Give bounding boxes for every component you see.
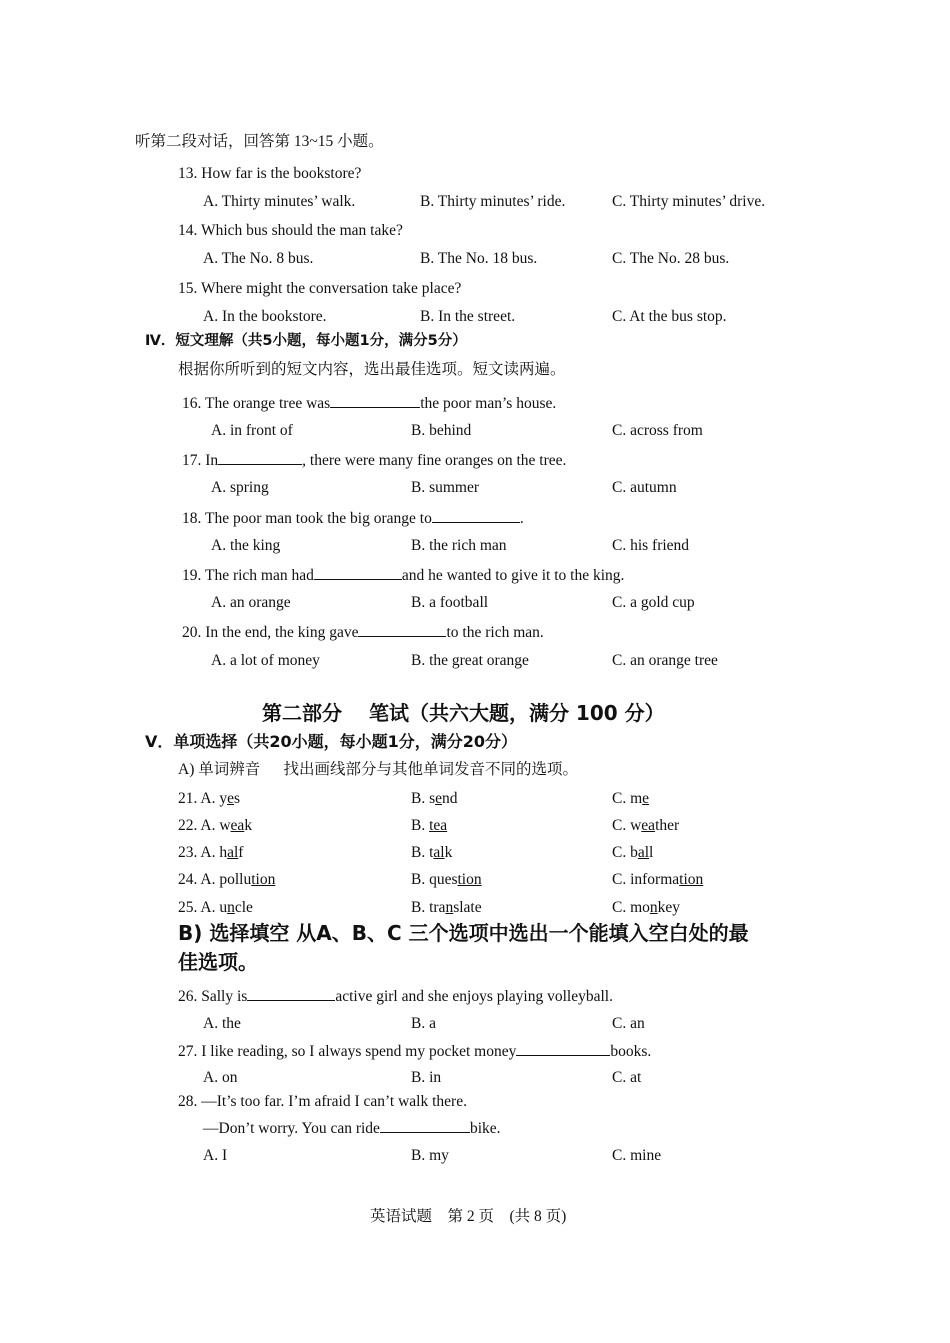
question-15-option-a[interactable]: A. In the bookstore. bbox=[203, 308, 327, 325]
question-27-stem: 27. I like reading, so I always spend my pocket money books. bbox=[178, 1043, 652, 1060]
question-28-option-a[interactable]: A. I bbox=[203, 1147, 228, 1164]
question-13-stem: 13. How far is the bookstore? bbox=[178, 165, 362, 182]
underlined-sound: e bbox=[435, 790, 443, 807]
question-20-option-b[interactable]: B. the great orange bbox=[411, 652, 529, 669]
question-16-option-a[interactable]: A. in front of bbox=[211, 422, 293, 439]
question-18-stem: 18. The poor man took the big orange to . bbox=[182, 510, 524, 527]
question-27-option-a[interactable]: A. on bbox=[203, 1069, 238, 1086]
option-prefix: C. b bbox=[612, 844, 638, 861]
option-suffix: f bbox=[238, 844, 244, 861]
option-prefix: B. tra bbox=[411, 899, 446, 916]
question-17-stem: 17. In , there were many fine oranges on the tree. bbox=[182, 452, 567, 469]
phonics-24-option-b[interactable] bbox=[411, 870, 482, 890]
section-4-instruction: 根据你所听到的短文内容，选出最佳选项。短文读两遍。 bbox=[178, 361, 566, 378]
option-prefix: B. bbox=[411, 817, 430, 834]
question-19-option-c[interactable]: C. a gold cup bbox=[612, 594, 695, 611]
question-17-option-b[interactable]: B. summer bbox=[411, 479, 480, 496]
phonics-22-option-c[interactable] bbox=[612, 816, 679, 836]
option-prefix: C. w bbox=[612, 817, 642, 834]
question-19-option-b[interactable]: B. a football bbox=[411, 594, 489, 611]
underlined-sound: ea bbox=[230, 817, 245, 834]
option-suffix: nd bbox=[442, 790, 458, 807]
question-18-option-c[interactable]: C. his friend bbox=[612, 537, 690, 554]
option-prefix: B. ques bbox=[411, 871, 458, 888]
option-prefix: 21. A. y bbox=[178, 790, 228, 807]
question-16-option-c[interactable]: C. across from bbox=[612, 422, 703, 439]
question-17-option-a[interactable]: A. spring bbox=[211, 479, 269, 496]
option-suffix: key bbox=[657, 899, 681, 916]
page-footer: 英语试题 第 2 页 (共 8 页) bbox=[370, 1208, 567, 1225]
question-28-option-b[interactable]: B. my bbox=[411, 1147, 449, 1164]
question-28-line1: 28. —It’s too far. I’m afraid I can’t walk there. bbox=[178, 1093, 467, 1110]
underlined-sound: al bbox=[637, 844, 650, 861]
question-17-option-c[interactable]: C. autumn bbox=[612, 479, 677, 496]
question-15-option-c[interactable]: C. At the bus stop. bbox=[612, 308, 727, 325]
underlined-sound: al bbox=[433, 844, 445, 861]
phonics-24-option-c[interactable] bbox=[612, 870, 703, 890]
section-intro: 听第二段对话，回答第 13~15 小题。 bbox=[135, 133, 384, 150]
question-15-stem: 15. Where might the conversation take place? bbox=[178, 280, 462, 297]
phonics-25-option-c[interactable] bbox=[612, 898, 680, 918]
underlined-sound: n bbox=[649, 899, 658, 916]
underlined-sound: e bbox=[642, 790, 650, 807]
question-26-stem: 26. Sally is active girl and she enjoys playing volleyball. bbox=[178, 988, 613, 1005]
underlined-sound: tion bbox=[679, 871, 704, 888]
phonics-22-option-a[interactable] bbox=[178, 816, 252, 836]
question-20-option-a[interactable]: A. a lot of money bbox=[211, 652, 320, 669]
option-prefix: 22. A. w bbox=[178, 817, 231, 834]
underlined-sound: e bbox=[227, 790, 234, 807]
option-prefix: C. mo bbox=[612, 899, 650, 916]
option-suffix: s bbox=[233, 790, 241, 807]
phonics-21-option-c[interactable] bbox=[612, 789, 649, 809]
option-prefix: B. s bbox=[411, 790, 436, 807]
question-27-option-b[interactable]: B. in bbox=[411, 1069, 442, 1086]
question-14-option-a[interactable]: A. The No. 8 bus. bbox=[203, 250, 314, 267]
question-15-option-b[interactable]: B. In the street. bbox=[420, 308, 516, 325]
underlined-sound: n bbox=[445, 899, 454, 916]
question-13-option-b[interactable]: B. Thirty minutes’ ride. bbox=[420, 193, 566, 210]
section-5-heading: Ⅴ．单项选择（共20小题，每小题1分，满分20分） bbox=[145, 732, 518, 751]
question-28-line2: —Don’t worry. You can ride bike. bbox=[203, 1120, 501, 1137]
option-suffix: slate bbox=[453, 899, 482, 916]
question-27-option-c[interactable]: C. at bbox=[612, 1069, 642, 1086]
question-16-option-b[interactable]: B. behind bbox=[411, 422, 472, 439]
question-18-option-a[interactable]: A. the king bbox=[211, 537, 281, 554]
section-4-heading: Ⅳ．短文理解（共5小题，每小题1分，满分5分） bbox=[145, 333, 467, 349]
option-prefix: C. informa bbox=[612, 871, 680, 888]
option-prefix: 24. A. pollu bbox=[178, 871, 252, 888]
underlined-sound: n bbox=[227, 899, 235, 916]
option-suffix: cle bbox=[234, 899, 253, 916]
phonics-25-option-a[interactable] bbox=[178, 898, 253, 918]
part-2-title: 第二部分 笔试（共六大题，满分 100 分） bbox=[262, 701, 665, 725]
question-26-option-b[interactable]: B. a bbox=[411, 1015, 436, 1032]
phonics-23-option-a[interactable] bbox=[178, 843, 243, 863]
option-suffix: ther bbox=[655, 817, 680, 834]
phonics-21-option-a[interactable] bbox=[178, 789, 240, 809]
underlined-sound: tea bbox=[429, 817, 448, 834]
underlined-sound: tion bbox=[457, 871, 482, 888]
question-16-stem: 16. The orange tree was the poor man’s house. bbox=[182, 395, 557, 412]
phonics-25-option-b[interactable] bbox=[411, 898, 482, 918]
underlined-sound: ea bbox=[641, 817, 656, 834]
phonics-24-option-a[interactable] bbox=[178, 870, 275, 890]
option-suffix: k bbox=[244, 817, 253, 834]
question-13-option-a[interactable]: A. Thirty minutes’ walk. bbox=[203, 193, 356, 210]
question-19-stem: 19. The rich man had and he wanted to give it to the king. bbox=[182, 567, 625, 584]
question-20-stem: 20. In the end, the king gave to the rich man. bbox=[182, 624, 544, 641]
option-suffix: l bbox=[649, 844, 654, 861]
underlined-sound: al bbox=[227, 844, 239, 861]
option-prefix: C. m bbox=[612, 790, 643, 807]
question-14-stem: 14. Which bus should the man take? bbox=[178, 222, 403, 239]
phonics-23-option-c[interactable] bbox=[612, 843, 653, 863]
question-26-option-a[interactable]: A. the bbox=[203, 1015, 241, 1032]
option-prefix: 23. A. h bbox=[178, 844, 228, 861]
question-13-option-c[interactable]: C. Thirty minutes’ drive. bbox=[612, 193, 766, 210]
question-18-option-b[interactable]: B. the rich man bbox=[411, 537, 507, 554]
underlined-sound: tion bbox=[251, 871, 276, 888]
question-28-option-c[interactable]: C. mine bbox=[612, 1147, 662, 1164]
phonics-21-option-b[interactable] bbox=[411, 789, 458, 809]
question-14-option-b[interactable]: B. The No. 18 bus. bbox=[420, 250, 538, 267]
option-prefix: 25. A. u bbox=[178, 899, 228, 916]
question-14-option-c[interactable]: C. The No. 28 bus. bbox=[612, 250, 730, 267]
option-suffix: k bbox=[444, 844, 453, 861]
question-26-option-c[interactable]: C. an bbox=[612, 1015, 645, 1032]
section-5-subsection-b-line2: 佳选项。 bbox=[178, 950, 258, 974]
question-20-option-c[interactable]: C. an orange tree bbox=[612, 652, 718, 669]
phonics-22-option-b[interactable] bbox=[411, 816, 447, 836]
section-5-subsection-b-line1: B) 选择填空 从A、B、C 三个选项中选出一个能填入空白处的最 bbox=[178, 921, 749, 945]
section-5-subsection-a: A) 单词辨音 找出画线部分与其他单词发音不同的选项。 bbox=[178, 761, 578, 778]
option-prefix: B. t bbox=[411, 844, 434, 861]
question-19-option-a[interactable]: A. an orange bbox=[211, 594, 291, 611]
phonics-23-option-b[interactable] bbox=[411, 843, 452, 863]
